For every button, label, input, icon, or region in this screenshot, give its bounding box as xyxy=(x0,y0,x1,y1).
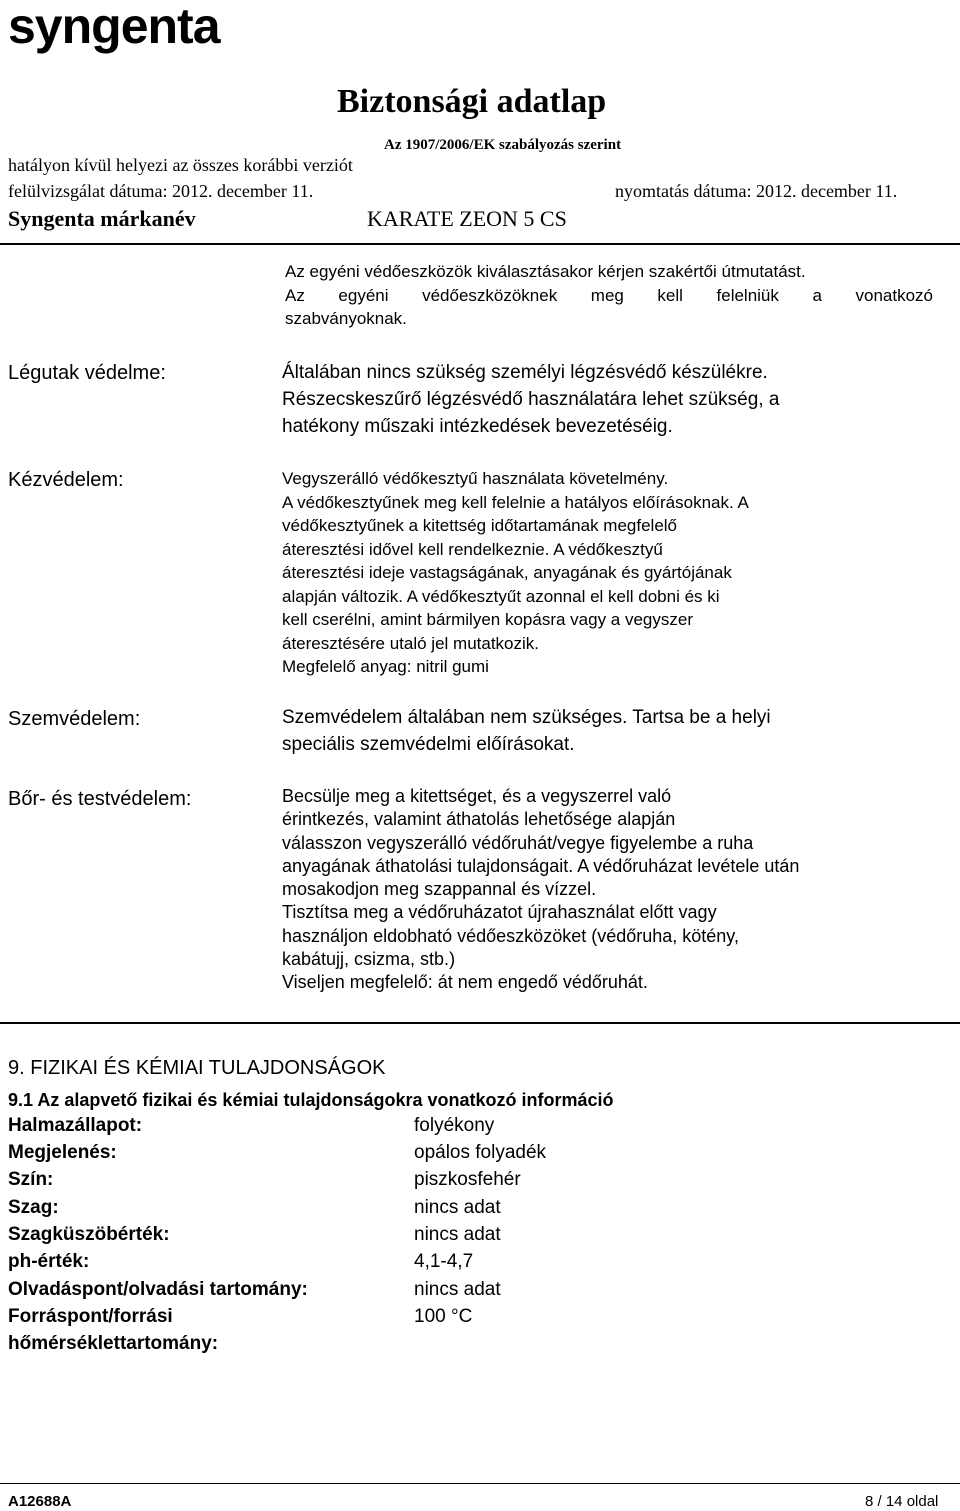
property-value: 100 °C xyxy=(414,1306,473,1327)
property-name: ph-érték: xyxy=(8,1251,90,1272)
property-value: nincs adat xyxy=(414,1197,501,1218)
skin-line: kabátujj, csizma, stb.) xyxy=(282,949,456,970)
property-value: 4,1-4,7 xyxy=(414,1251,474,1272)
skin-line: használjon eldobható védőeszközöket (védőruha, kötény, xyxy=(282,925,739,946)
eye-line: speciális szemvédelmi előírásokat. xyxy=(282,734,575,755)
property-name: Szag: xyxy=(8,1197,59,1218)
ppe-intro-line: szabványoknak. xyxy=(285,309,407,328)
respiratory-line: Részecskeszűrő légzésvédő használatára lehet szükség, a xyxy=(282,389,780,410)
footer-divider xyxy=(0,1483,960,1484)
property-value: nincs adat xyxy=(414,1279,501,1300)
skin-line: Viseljen megfelelő: át nem engedő védőruhát. xyxy=(282,972,648,993)
eye-line: Szemvédelem általában nem szükséges. Tartsa be a helyi xyxy=(282,707,771,728)
property-name: Forráspont/forrási xyxy=(8,1306,173,1327)
section-9-heading: 9. FIZIKAI ÉS KÉMIAI TULAJDONSÁGOK xyxy=(8,1057,386,1079)
skin-line: érintkezés, valamint áthatolás lehetősége alapján xyxy=(282,809,676,830)
skin-label: Bőr- és testvédelem: xyxy=(8,788,192,810)
respiratory-text xyxy=(282,359,934,440)
skin-line: Becsülje meg a kitettséget, és a vegyszerrel való xyxy=(282,786,672,806)
revision-date: felülvizsgálat dátuma: 2012. december 11. xyxy=(8,181,314,201)
eye-label: Szemvédelem: xyxy=(8,708,141,730)
ppe-intro xyxy=(285,260,933,331)
hand-line: áteresztésére utaló jel mutatkozik. xyxy=(282,633,540,653)
header-divider xyxy=(0,243,960,245)
property-value: nincs adat xyxy=(414,1224,501,1245)
page-number: 8 / 14 oldal xyxy=(865,1493,939,1510)
hand-line: alapján változik. A védőkesztyűt azonnal el kell dobni és ki xyxy=(282,586,720,606)
eye-text xyxy=(282,704,934,758)
brand-label: Syngenta márkanév xyxy=(8,206,196,231)
property-value: piszkosfehér xyxy=(414,1169,521,1190)
property-name: hőmérséklettartomány: xyxy=(8,1333,219,1354)
ppe-intro-line: Az egyéni védőeszközöknek meg kell felelniük a vonatkozó xyxy=(285,285,933,305)
respiratory-line: Általában nincs szükség személyi légzésvédő készülékre. xyxy=(282,362,768,383)
respiratory-label: Légutak védelme: xyxy=(8,362,166,384)
section-divider xyxy=(0,1022,960,1024)
skin-line: válasszon vegyszerálló védőruhát/vegye figyelembe a ruha xyxy=(282,832,754,853)
property-value: folyékony xyxy=(414,1115,495,1136)
skin-line: Tisztítsa meg a védőruházatot újrahasználat előtt vagy xyxy=(282,902,717,923)
skin-line: mosakodjon meg szappannal és vízzel. xyxy=(282,879,597,900)
document-title: Biztonsági adatlap xyxy=(337,83,607,120)
skin-line: anyagának áthatolási tulajdonságait. A védőruházat levétele után xyxy=(282,855,800,876)
property-name: Olvadáspont/olvadási tartomány: xyxy=(8,1279,308,1300)
hand-line: Vegyszerálló védőkesztyű használata követelmény. xyxy=(282,469,669,488)
ppe-intro-line: Az egyéni védőeszközök kiválasztásakor kérjen szakértői útmutatást. xyxy=(285,262,806,281)
respiratory-line: hatékony műszaki intézkedések bevezetéséig. xyxy=(282,416,673,437)
hand-line: A védőkesztyűnek meg kell felelnie a hatályos előírásoknak. A xyxy=(282,492,749,512)
hand-line: áteresztési idővel kell rendelkeznie. A védőkesztyű xyxy=(282,539,663,559)
property-value: opálos folyadék xyxy=(414,1142,547,1163)
product-name: KARATE ZEON 5 CS xyxy=(367,206,567,231)
print-date: nyomtatás dátuma: 2012. december 11. xyxy=(615,181,898,201)
hand-line: áteresztési ideje vastagságának, anyagának és gyártójának xyxy=(282,563,732,582)
hand-line: védőkesztyűnek a kitettség időtartamának megfelelő xyxy=(282,516,678,535)
hand-label: Kézvédelem: xyxy=(8,469,124,491)
property-name: Megjelenés: xyxy=(8,1142,117,1163)
regulation-line: Az 1907/2006/EK szabályozás szerint xyxy=(384,137,622,153)
supersedes-line: hatályon kívül helyezi az összes korábbi verziót xyxy=(8,155,353,175)
hand-text xyxy=(282,467,934,679)
syngenta-logo: syngenta xyxy=(8,0,220,54)
document-id: A12688A xyxy=(8,1493,72,1510)
hand-line: Megfelelő anyag: nitril gumi xyxy=(282,657,489,676)
section-9-1-heading: 9.1 Az alapvető fizikai és kémiai tulajdonságokra vonatkozó információ xyxy=(8,1090,614,1110)
property-name: Szín: xyxy=(8,1169,54,1190)
property-name: Halmazállapot: xyxy=(8,1115,143,1136)
property-name: Szagküszöbérték: xyxy=(8,1224,170,1245)
skin-text xyxy=(282,785,934,995)
hand-line: kell cserélni, amint bármilyen kopásra vagy a vegyszer xyxy=(282,610,694,629)
